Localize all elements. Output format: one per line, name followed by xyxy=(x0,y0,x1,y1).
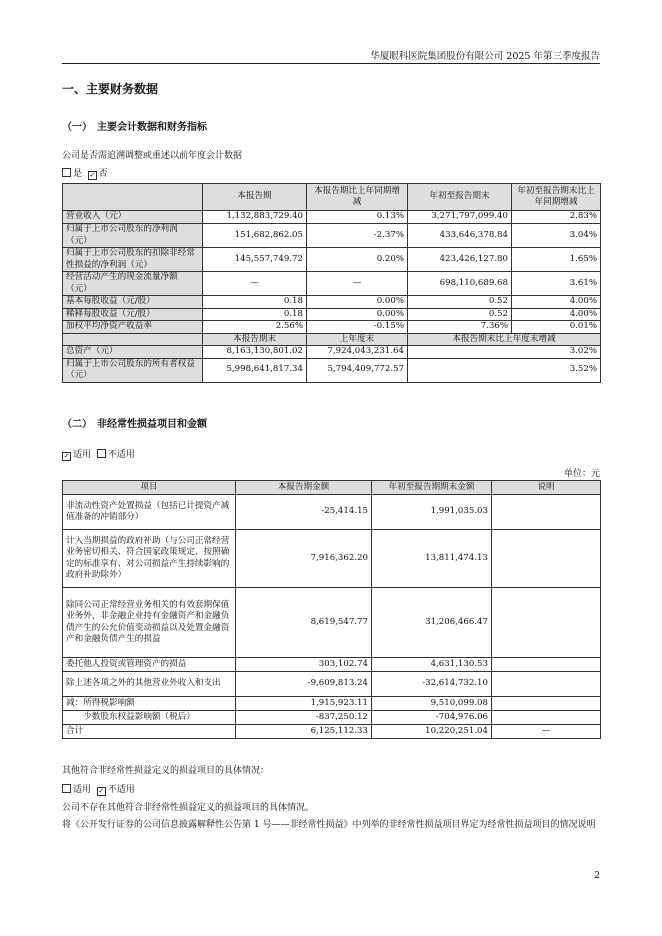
non-recurring-items-table xyxy=(62,480,601,739)
table-row: 计入当期损益的政府补助（与公司正常经营业务密切相关、符合国家政策规定、按照确定的标准享有、对公司损益产生持续影响的政府补助除外） 7,916,362.20 13,811,474.13 xyxy=(63,530,601,588)
table-row: 稀释每股收益（元/股） 0.18 0.00% 0.52 4.00% xyxy=(63,308,601,321)
table-row: 经营活动产生的现金流量净额（元） — — 698,110,689.68 3.61% xyxy=(63,272,601,296)
apply-options: ✓ 适用 不适用 xyxy=(63,450,135,460)
table-header-row: 项目 本报告期金额 年初至报告期期末金额 说明 xyxy=(63,481,601,495)
unit-label: 单位：元 xyxy=(563,469,600,479)
table-row: 营业收入（元） 1,132,883,729.40 0.13% 3,271,797,099.40 2.83% xyxy=(63,211,601,224)
other-items-answer: 公司不存在其他符合非经常性损益定义的损益项目的具体情况。 xyxy=(62,803,315,813)
other-items-options: 适用 ✓ 不适用 xyxy=(62,782,135,796)
financial-data-table xyxy=(62,183,601,383)
header-rule xyxy=(62,63,600,64)
table-row: 减：所得税影响额 1,915,923.11 9,510,099.08 xyxy=(63,697,601,711)
table-row: 加权平均净资产收益率 2.56% -0.15% 7.36% 0.01% xyxy=(63,321,601,334)
table-header-row: 本报告期 本报告期比上年同期增减 年初至报告期末 年初至报告期末比上年同期增减 xyxy=(63,184,601,211)
table-row: 非流动性资产处置损益（包括已计提资产减值准备的冲销部分） -25,414.15 1,991,035.03 xyxy=(63,495,601,530)
checkbox-checked-icon[interactable]: ✓ xyxy=(63,452,70,460)
other-items-question: 其他符合非经常性损益定义的损益项目的具体情况： xyxy=(62,766,270,776)
table-row: 归属于上市公司股东的扣除非经常性损益的净利润（元） 145,557,749.72 0.20% 423,426,127.80 1.65% xyxy=(63,248,601,272)
table-row: 委托他人投资或管理资产的损益 303,102.74 4,631,130.53 xyxy=(63,658,601,672)
table-row: 少数股东权益影响额（税后） -837,250.12 -704,976.06 xyxy=(63,711,601,725)
table-row: 归属于上市公司股东的所有者权益（元） 5,998,641,817.34 5,794,409,772.57 3.52% xyxy=(63,358,601,382)
table-row: 基本每股收益（元/股） 0.18 0.00% 0.52 4.00% xyxy=(63,296,601,309)
table-subheader-row: 本报告期末 上年度末 本报告期末比上年度末增减 xyxy=(63,333,601,346)
table-row: 总资产（元） 8,163,130,801.02 7,924,043,231.64 3.02% xyxy=(63,346,601,359)
page-number: 2 xyxy=(594,871,600,881)
table-row: 合计 6,125,112.33 10,220,251.04 — xyxy=(63,725,601,739)
checkbox-empty-icon[interactable] xyxy=(62,784,71,793)
subsection-title-1: （一） 主要会计数据和财务指标 xyxy=(62,122,207,133)
checkbox-empty-icon[interactable] xyxy=(62,168,71,177)
section-title: 一、主要财务数据 xyxy=(62,82,159,96)
report-header: 华厦眼科医院集团股份有限公司 2025 年第三季度报告 xyxy=(370,51,600,62)
checkbox-empty-icon[interactable] xyxy=(97,449,106,458)
checkbox-checked-icon[interactable]: ✓ xyxy=(89,171,96,179)
restate-options: 是 ✓ 否 xyxy=(62,166,108,180)
table-row: 除上述各项之外的其他营业外收入和支出 -9,609,813.24 -32,614,732.10 xyxy=(63,672,601,697)
restate-question: 公司是否需追溯调整或重述以前年度会计数据 xyxy=(62,151,243,161)
table-row: 归属于上市公司股东的净利润（元） 151,682,862.05 -2.37% 433,646,378.84 3.04% xyxy=(63,224,601,248)
table-row: 除同公司正常经营业务相关的有效套期保值业务外，非金融企业持有金融资产和金融负债产生的公允价值变动损益以及处置金融资产和金融负债产生的损益 8,619,547.77 31,206,466.47 xyxy=(63,588,601,658)
reclassification-note: 将《公开发行证券的公司信息披露解释性公告第 1 号——非经常性损益》中列举的非经常性损益项目界定为经常性损益项目的情况说明 xyxy=(62,820,596,830)
checkbox-checked-icon[interactable]: ✓ xyxy=(98,787,105,795)
subsection-title-2: （二） 非经常性损益项目和金额 xyxy=(62,419,207,430)
